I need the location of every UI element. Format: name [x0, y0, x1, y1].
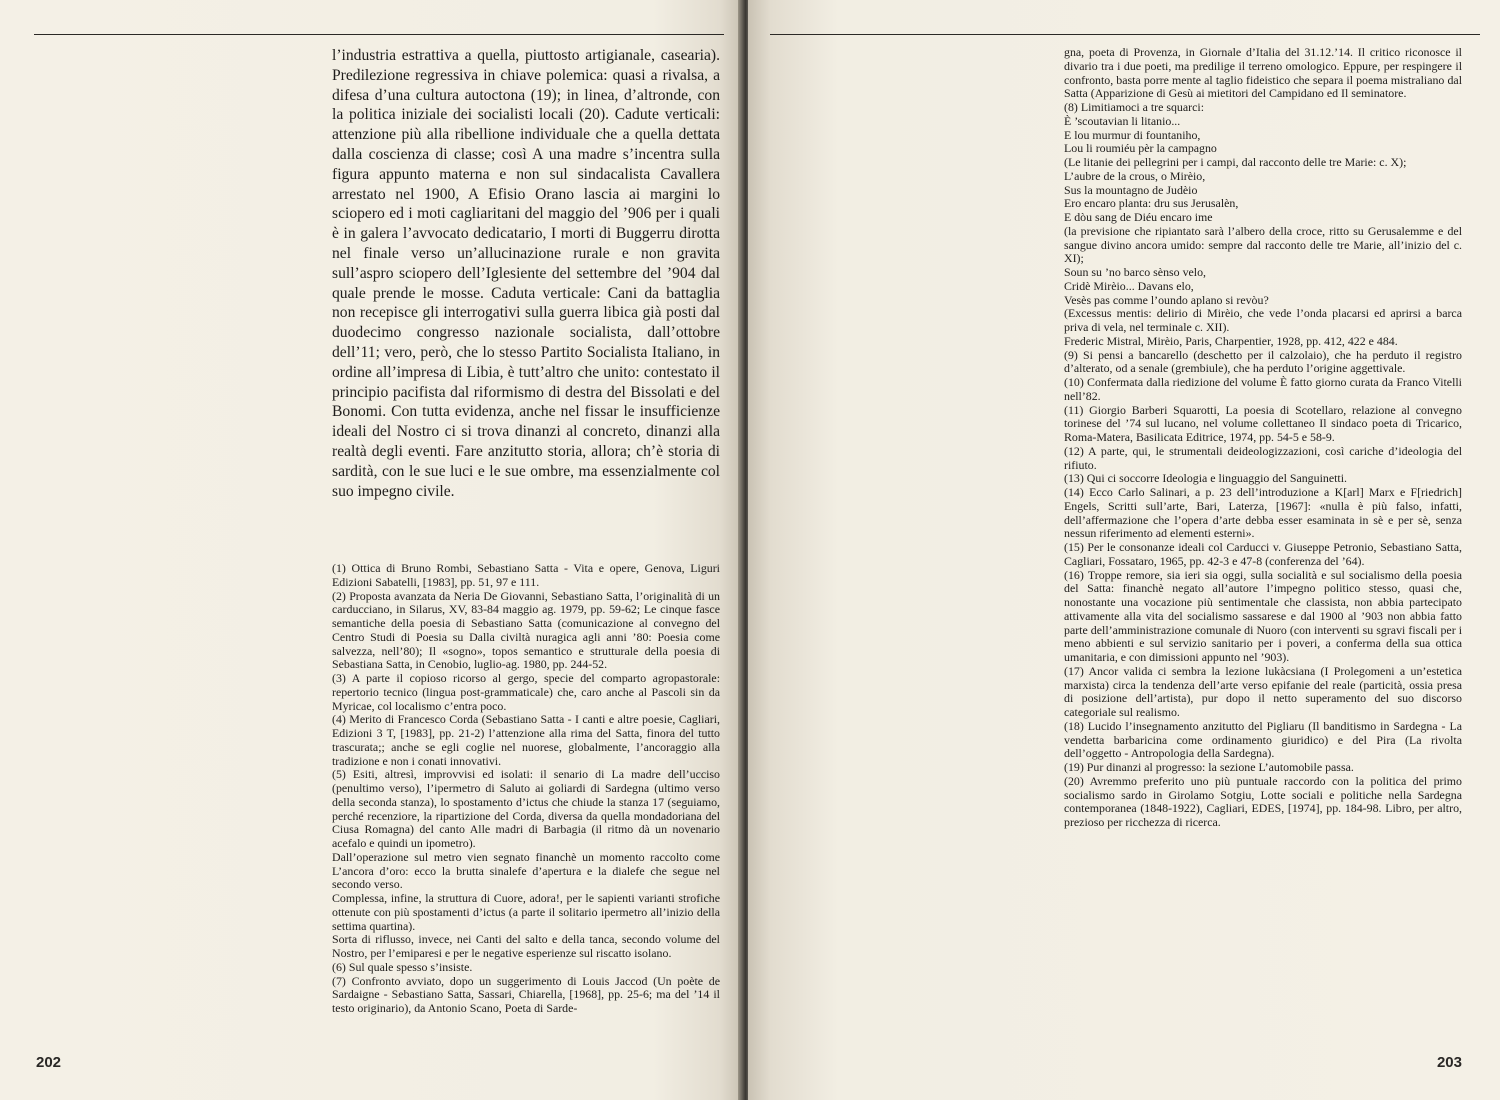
footnote-6: (6) Sul quale spesso s’insiste. — [332, 959, 473, 974]
footnote-1: (1) Ottica di Bruno Rombi, Sebastiano Satta - Vita e opere, Genova, Liguri Edizioni Sabatelli, [1983], pp. 51, 97 e 111. — [332, 561, 720, 589]
verse-gloss: (Excessus mentis: delirio di Mirèio, che vede l’onda placarsi ed aprirsi a barca priva di vela, nel terminale c. XII). — [1064, 306, 1462, 334]
footnote-5-continued-b: Complessa, infine, la struttura di Cuore, adora!, per le sapienti varianti strofiche ottenute con più spostamenti d’ictus (a parte il solitario ipermetro all’inizio della settima quartina). — [332, 891, 720, 933]
footnote-18: (18) Lucido l’insegnamento anzitutto del Pigliaru (Il banditismo in Sardegna - La vendetta barbaricina come ordinamento giuridico) e del Pira (La rivolta dell’oggetto - Antropologia della Sardegna). — [1064, 718, 1462, 761]
footnote-17: (17) Ancor valida ci sembra la lezione lukàcsiana (I Prolegomeni a un’estetica marxista) circa la tendenza dell’arte verso epifanie del reale (particità, ossia presa di posizione dell’artista), pur dopo il netto superamento del suo discorso categoriale sul realismo. — [1064, 663, 1462, 719]
footnote-19: (19) Pur dinanzi al progresso: la sezione L’automobile passa. — [1064, 760, 1354, 774]
main-body-text: l’industria estrattiva a quella, piuttosto artigianale, casearia). Predilezione regressiva in chiave polemica: quasi a rivalsa, a difesa d’una cultura autoctona (19); in linea, d’altronde, con la politica iniziale dei socialisti locali (20). Cadute verticali: attenzione più alla ribellione individuale che a quella dettata dalla coscienza di classe; così A una madre s’incentra sulla figura appunto materna e non sul sindacalista Cavallera arrestato nel 1900, A Efisio Orano lascia ai margini lo sciopero ed i moti cagliaritani del maggio del ’906 per i quali è in galera l’avvocato dedicatario, I morti di Buggerru dirotta nel finale verso un’allucinazione rurale e non gravita sull’aspro sciopero dell’Iglesiente del settembre del ’904 dal quale prende le mosse. Caduta verticale: Cani da battaglia non recepisce gli interrogativi sulla guerra libica già posti dal duodecimo congresso nazionale socialista, dall’ottobre dell’11; vero, però, che lo stesso Partito Socialista Italiano, in ordine all’impresa di Libia, è tutt’altro che unito: contestato il principio pacifista dal riformismo di destra del Bissolati e del Bonomi. Con tutta evidenza, anche nel fissar le insufficienze ideali del Nostro ci si trova dinanzi al concreto, dinanzi alla realtà degli eventi. Fare anzitutto storia, allora; ch’è storia di sardità, con le sue luci e le sue ombre, ma essenzialmente col suo impegno civile. — [332, 47, 720, 500]
verse-line: Ero encaro planta: dru sus Jerusalèn, — [1064, 196, 1239, 211]
footnote-12: (12) A parte, qui, le strumentali deideologizzazioni, così cariche d’ideologia del rifiuto. — [1064, 443, 1462, 472]
page-number-left: 202 — [36, 1054, 62, 1071]
footnote-5-continued-c: Sorta di riflusso, invece, nei Canti del salto e della tanca, secondo volume del Nostro, per l’emiparesi e per le negative esperienze sul riscatto isolano. — [332, 932, 720, 960]
verse-gloss: (Le litanie dei pellegrini per i campi, dal racconto delle tre Marie: c. X); — [1064, 155, 1407, 169]
footnotes-left — [332, 562, 720, 1016]
verse-line: E lou murmur di fountaniho, — [1064, 127, 1201, 142]
page-202 — [0, 0, 742, 1100]
header-rule — [770, 34, 1480, 35]
footnote-3: (3) A parte il copioso ricorso al gergo, specie del comparto agropastorale: repertorio tecnico (lingua post-grammaticale) che, caro anche al Pascoli sin da Myricae, col localismo c’entra poco. — [332, 671, 720, 713]
footnote-20: (20) Avremmo preferito uno più puntuale raccordo con la politica del primo socialismo sardo in Girolamo Sotgiu, Lotte sociali e politiche nella Sardegna contemporanea (1848-1922), Cagliari, EDES, [1974], pp. 184-98. Libro, per altro, prezioso per ricchezza di ricerca. — [1064, 773, 1462, 829]
footnote-9: (9) Si pensi a bancarello (deschetto per il calzolaio), che ha perduto il registro d’alterato, od a senale (grembiule), che ha perduto l’origine aggettivale. — [1064, 347, 1462, 376]
page-number-right: 203 — [1436, 1054, 1462, 1071]
footnote-15: (15) Per le consonanze ideali col Carducci v. Giuseppe Petronio, Sebastiano Satta, Cagliari, Fossataro, 1965, pp. 42-3 e 47-8 (conferenza del ’64). — [1064, 540, 1462, 568]
footnote-4: (4) Merito di Francesco Corda (Sebastiano Satta - I canti e altre poesie, Cagliari, Edizioni 3 T, [1983], pp. 21-2) l’attenzione alla rima del Satta, finora del tutto trascurata;; anche se egli coglie nel nuorese, globalmente, l’ancoraggio alla tradizione e non i conati innovativi. — [332, 712, 720, 768]
footnote-16: (16) Troppe remore, sia ieri sia oggi, sulla socialità e sul socialismo della poesia del Satta: financhè negato all’autore l’impegno politico stesso, quasi che, nonostante una vocazione più sentimentale che classista, non abbia partecipato attivamente alla vita del socialismo sassarese e dal 1900 al ’903 non abbia fatto parte dell’amministrazione comunale di Nuoro (con interventi su sgravi fiscali per i meno abbienti e sul servizio sanitario per i poveri, a conferma della sua ottica umanitaria, e con dimissioni appunto nel ’903). — [1064, 567, 1462, 664]
footnote-2: (2) Proposta avanzata da Neria De Giovanni, Sebastiano Satta, l’originalità di un carducciano, in Silarus, XV, 83-84 maggio ag. 1979, pp. 59-62; Le cinque fasce semantiche della poesia di Sebastiano Satta (comunicazione al convegno del Centro Studi di Poesia su Dalla civiltà nuragica agli anni ’80: Poesia come salvezza, nell’80); Il «sogno», topos semantico e strutturale della poesia di Sebastiana Satta, in Cenobio, luglio-ag. 1980, pp. 244-52. — [332, 588, 720, 672]
footnotes-right — [1064, 46, 1462, 830]
verse-line: Cridè Mirèio... Davans elo, — [1064, 278, 1194, 293]
footnote-5-continued-a: Dall’operazione sul metro vien segnato financhè un momento raccolto come L’ancora d’oro: ecco la brutta sinalefe d’apertura e la dialefe che segue nel secondo verso. — [332, 849, 720, 892]
footnote-14: (14) Ecco Carlo Salinari, a p. 23 dell’introduzione a K[arl] Marx e F[riedrich] Engels, Scritti sull’arte, Bari, Laterza, [1967]: «nulla è più falso, infatti, dell’affermazione che l’opera d’arte debba esser esaminata in sè e per sè, senza nessun riferimento ad elementi esterni». — [1064, 485, 1462, 541]
footnote-8: (8) Limitiamoci a tre squarci: — [1064, 100, 1204, 114]
footnote-7-continued: gna, poeta di Provenza, in Giornale d’Italia del 31.12.’14. Il critico riconosce il divario tra i due poeti, ma predilige il terreno omologico. Eppure, per respingere il confronto, basta porre mente al taglio fideistico che separa il poema mistraliano dal Satta (Apparizione di Gesù ai mietitori del Campidano ed Il seminatore. — [1064, 45, 1462, 101]
verse-line: Sus la mountagno de Judèio — [1064, 182, 1198, 197]
footnote-7: (7) Confronto avviato, dopo un suggerimento di Louis Jaccod (Un poète de Sardaigne - Sebastiano Satta, Sassari, Chiarella, [1968], pp. 25-6; ma del ’14 il testo originario), da Antonio Scano, Poeta di Sarde- — [332, 973, 720, 1015]
verse-line: Vesès pas comme l’oundo aplano si revòu? — [1064, 292, 1269, 307]
verse-line: Lou li roumiéu pèr la campagno — [1064, 141, 1217, 156]
footnote-11: (11) Giorgio Barberi Squarotti, La poesia di Scotellaro, relazione al convegno torinese del ’74 sul lucano, nel volume collettaneo Il sindaco poeta di Tricarico, Roma-Matera, Basilicata Editrice, 1974, pp. 54-5 e 58-9. — [1064, 402, 1462, 444]
citation: Frederic Mistral, Mirèio, Paris, Charpentier, 1928, pp. 412, 422 e 484. — [1064, 333, 1398, 348]
footnote-10: (10) Confermata dalla riedizione del volume È fatto giorno curata da Franco Vitelli nell’82. — [1064, 375, 1462, 403]
footnote-5: (5) Esiti, altresì, improvvisi ed isolati: il senario di La madre dell’ucciso (penultimo verso), l’ipermetro di Saluto ai goliardi di Sardegna (ultimo verso della seconda stanza), lo spostamento d’ictus che chiude la stanza 17 (seguiamo, perché recenziore, la ripartizione del Corda, diversa da quella mondadoriana del Ciusa Romagna) del canto Alle madri di Barbagia (il ritmo dà un novenario acefalo e quindi un ipometro). — [332, 767, 720, 850]
verse-line: E dòu sang de Diéu encaro ime — [1064, 210, 1213, 224]
page-203 — [748, 0, 1500, 1100]
verse-line: Soun su ’no barco sènso velo, — [1064, 265, 1207, 279]
verse-line: È ’scoutavian li litanio... — [1064, 113, 1181, 128]
verse-line: L’aubre de la crous, o Mirèio, — [1064, 168, 1206, 183]
header-rule — [34, 34, 724, 35]
footnote-13: (13) Qui ci soccorre Ideologia e linguaggio del Sanguinetti. — [1064, 471, 1347, 486]
verse-gloss: (la previsione che ripiantato sarà l’albero della croce, ritto su Gerusalemme e del sangue divino ancora umido: sempre dal racconto delle tre Marie, all’inizio del c. XI); — [1064, 223, 1462, 266]
